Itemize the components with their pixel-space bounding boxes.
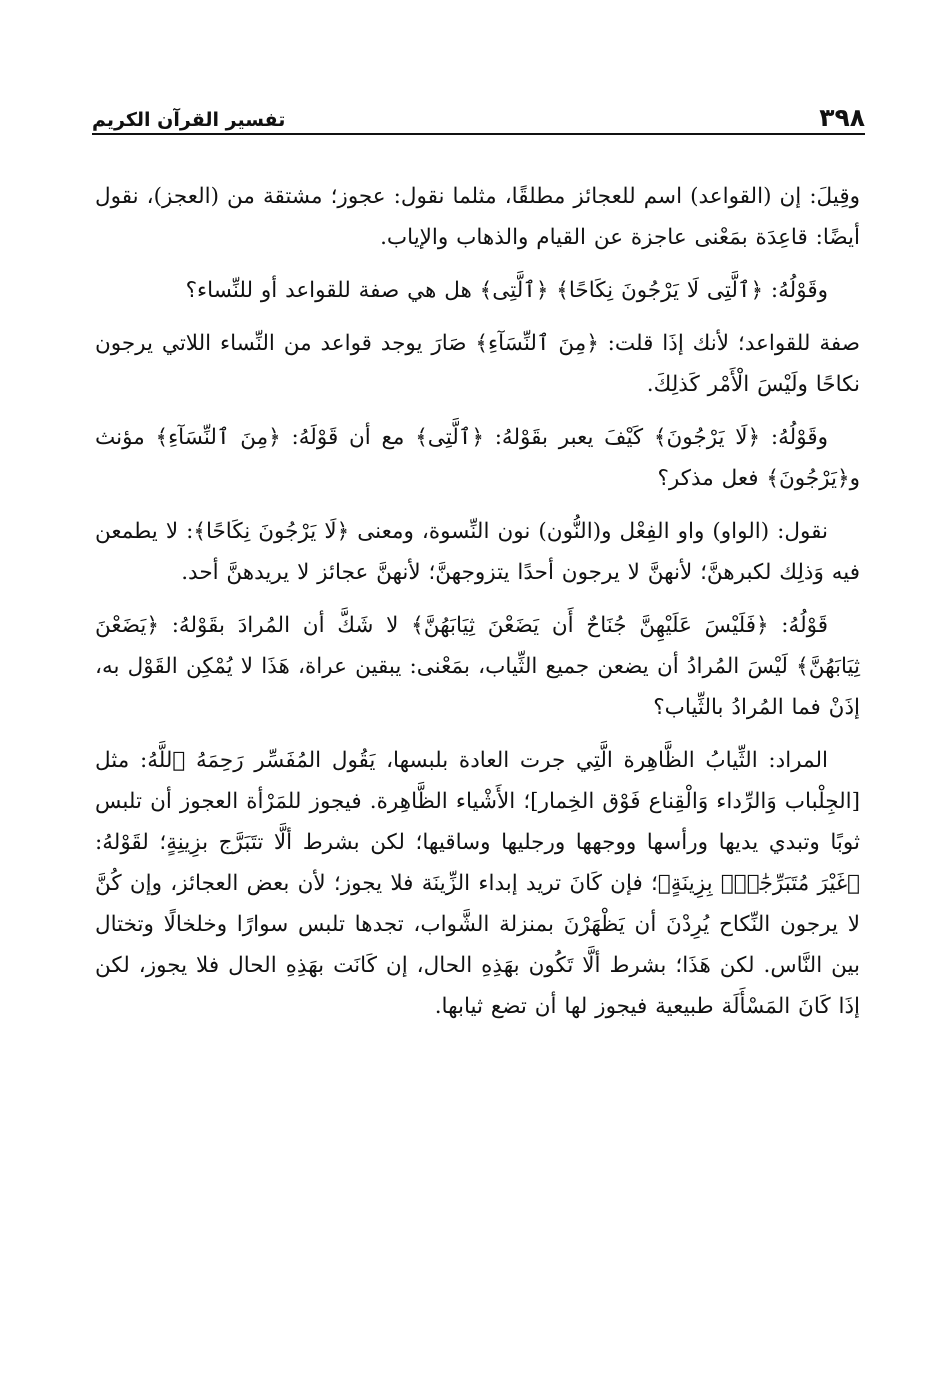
paragraph-7: المراد: الثِّيابُ الظَّاهِرة الَّتِي جرت العادة بلبسها، يَقُول المُفَسِّر رَحِمَهُ ٱللَّهُ: مثل [الجِلْباب وَالرِّداء وَالْقِناع فَوْق الخِمار]؛ الأَشْياء الظَّاهِرة. فيجوز للمَرْأة العجوز أن تلبس ثوبًا وتبدي يديها ورأسها ووجهها ورجليها وساقيها؛ لكن بشرط ألَّا تتَبَرَّج بزِينِةٍ؛ لقَوْلهُ: ﴿غَيْرَ مُتَبَرِّجَٰتٍۭ بِزِينَةٍ﴾؛ فإن كَانَ تريد إبداء الزِّينَة فلا يجوز؛ لأن بعض العجائز، وإن كُنَّ لا يرجون النِّكاح يُرِدْنَ أن يَظْهَرْنَ بمنزلة الشَّواب، تجدها تلبس سوارًا وخلخالًا وتختال بين النَّاس. لكن هَذَا؛ بشرط ألَّا تَكُون بهَذِهِ الحال، إن كَانَت بهَذِهِ الحال فلا يجوز، لكن إذَا كَانَ المَسْأَلَة طبيعية فيجوز لها أن تضع ثيابها. xyxy=(95,748,860,1019)
paragraph-3: صفة للقواعد؛ لأنك إذَا قلت: ﴿مِنَ ٱلنِّسَآءِ﴾ صَارَ يوجد قواعد من النِّساء اللاتي يرجون نكاحًا ولَيْسَ الْأَمْر كَذلِكَ. xyxy=(95,331,860,397)
running-title: تفسير القرآن الكريم xyxy=(92,109,286,131)
page-number: ٣٩٨ xyxy=(819,103,865,132)
paragraph-5: نقول: (الواو) واو الفِعْل و(النُّون) نون النِّسوة، ومعنى ﴿لَا يَرْجُونَ نِكَاحًا﴾: لا يطمعن فيه وَذلِك لكبرهنَّ؛ لأنهنَّ لا يرجون أحدًا يتزوجهنَّ؛ لأنهنَّ عجائز لا يريدهنَّ أحد. xyxy=(95,519,860,585)
paragraph-1: وقِيلَ: إن (القواعد) اسم للعجائز مطلقًا، مثلما نقول: عجوز؛ مشتقة من (العجز)، نقول أيضًا: قاعِدَة بمَعْنى عاجزة عن القيام والذهاب والإياب. xyxy=(95,184,860,250)
page-header xyxy=(92,90,865,130)
paragraph-6: قَوْلُهُ: ﴿فَلَيْسَ عَلَيْهِنَّ جُنَاحٌ أَن يَضَعْنَ ثِيَابَهُنَّ﴾ لا شَكَّ أن المُرادَ بقَوْلهُ: ﴿يَضَعْنَ ثِيَابَهُنَّ﴾ لَيْسَ المُرادُ أن يضعن جميع الثِّياب، بمَعْنى: يبقين عراة، هَذَا لا يُمْكِن القَوْل به، إذَنْ فما المُرادُ بالثِّياب؟ xyxy=(95,613,860,720)
paragraph-2: وقَوْلُهُ: ﴿ٱلَّتِى لَا يَرْجُونَ نِكَاحًا﴾ ﴿ٱلَّتِى﴾ هل هي صفة للقواعد أو للنِّساء؟ xyxy=(185,278,828,303)
paragraph-4: وقَوْلُهُ: ﴿لَا يَرْجُونَ﴾ كَيْفَ يعبر بقَوْلهُ: ﴿ٱلَّتِى﴾ مع أن قَوْلَهُ: ﴿مِنَ ٱلنِّسَآءِ﴾ مؤنث و﴿يَرْجُونَ﴾ فعل مذكر؟ xyxy=(95,425,860,491)
page-body xyxy=(95,176,860,1037)
header-rule xyxy=(92,133,865,135)
